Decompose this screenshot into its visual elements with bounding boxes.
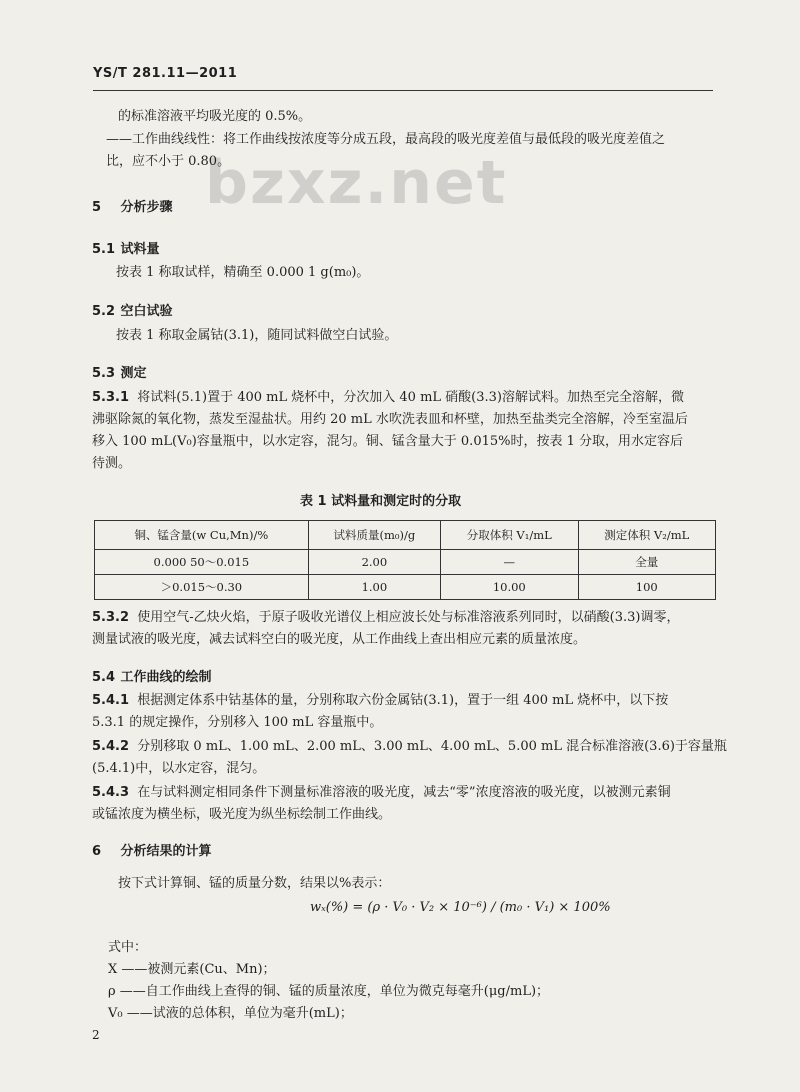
intro-line-1: 的标准溶液平均吸光度的 0.5%。 [118,109,312,124]
section-5-3-2-line-2: 测量试液的吸光度，减去试料空白的吸光度，从工作曲线上查出相应元素的质量浓度。 [92,632,587,647]
section-5-2-text: 按表 1 称取金属钴(3.1)，随同试料做空白试验。 [116,328,398,343]
table-header-cell: 分取体积 V₁/mL [441,521,578,550]
table-row [95,575,716,600]
section-5-4-3-line-1: 5.4.3 在与试料测定相同条件下测量标准溶液的吸光度，减去“零”浓度溶液的吸光度，以被测元素铜 [92,785,671,800]
section-5-4-2-line-1: 5.4.2 分别移取 0 mL、1.00 mL、2.00 mL、3.00 mL、4.00 mL、5.00 mL 混合标准溶液(3.6)于容量瓶 [92,739,727,754]
calculation-formula: wₓ(%) = (ρ · V₀ · V₂ × 10⁻⁶) / (m₀ · V₁) × 100% [310,900,611,915]
intro-line-3: 比，应不小于 0.80。 [106,154,231,169]
table-cell: 100 [578,575,715,600]
section-5-3-1-line-3: 移入 100 mL(V₀)容量瓶中，以水定容，混匀。铜、锰含量大于 0.015%时，按表 1 分取，用水定容后 [92,434,684,449]
definition-rho: ρ ——自工作曲线上查得的铜、锰的质量浓度，单位为微克每毫升(μg/mL)； [108,984,550,999]
section-5-4-3-line-2: 或锰浓度为横坐标，吸光度为纵坐标绘制工作曲线。 [92,807,392,822]
table-caption: 表 1 试料量和测定时的分取 [300,494,462,509]
sample-table [94,520,716,600]
header-rule [93,90,713,91]
table-cell: 0.000 50～0.015 [95,550,309,575]
section-5-1-text: 按表 1 称取试样，精确至 0.000 1 g(m₀)。 [116,265,370,280]
definition-x: X ——被测元素(Cu、Mn)； [108,962,276,977]
section-5-3-2-line-1: 5.3.2 使用空气-乙炔火焰，于原子吸收光谱仪上相应波长处与标准溶液系列同时，以硝酸(3.3)调零， [92,610,680,625]
table-header-cell: 试料质量(m₀)/g [308,521,440,550]
table-header-cell: 铜、锰含量(w Cu,Mn)/% [95,521,309,550]
table-cell: 10.00 [441,575,578,600]
page-number: 2 [92,1028,100,1042]
where-label: 式中： [108,940,148,955]
table-cell: ＞0.015～0.30 [95,575,309,600]
section-5-1-heading: 5.1 试料量 [92,242,160,257]
section-6-heading: 6 分析结果的计算 [92,844,212,859]
section-5-4-1-line-2: 5.3.1 的规定操作，分别移入 100 mL 容量瓶中。 [92,715,383,730]
section-5-2-heading: 5.2 空白试验 [92,304,173,319]
definition-v0: V₀ ——试液的总体积，单位为毫升(mL)； [108,1006,353,1021]
table-header-row [95,521,716,550]
section-5-4-1-line-1: 5.4.1 根据测定体系中钴基体的量，分别称取六份金属钴(3.1)，置于一组 400 mL 烧杯中，以下按 [92,693,669,708]
calculation-intro: 按下式计算铜、锰的质量分数，结果以%表示： [118,876,391,891]
section-5-heading: 5 分析步骤 [92,200,173,215]
section-5-3-1-line-4: 待测。 [92,456,132,471]
table-cell: 全量 [578,550,715,575]
section-5-3-1-line-2: 沸驱除氮的氧化物，蒸发至湿盐状。用约 20 mL 水吹洗表皿和杯壁，加热至盐类完全溶解，冷至室温后 [92,412,688,427]
section-5-3-1-line-1: 5.3.1 将试料(5.1)置于 400 mL 烧杯中，分次加入 40 mL 硝酸(3.3)溶解试料。加热至完全溶解，微 [92,390,684,405]
table-header-cell: 测定体积 V₂/mL [578,521,715,550]
table-cell: — [441,550,578,575]
table-cell: 2.00 [308,550,440,575]
table-cell: 1.00 [308,575,440,600]
standard-header: YS/T 281.11—2011 [93,66,238,81]
section-5-4-2-line-2: (5.4.1)中，以水定容，混匀。 [92,761,266,776]
section-5-3-heading: 5.3 测定 [92,366,147,381]
table-row [95,550,716,575]
intro-line-2: ——工作曲线线性：将工作曲线按浓度等分成五段，最高段的吸光度差值与最低段的吸光度差值之 [106,132,666,147]
section-5-4-heading: 5.4 工作曲线的绘制 [92,670,212,685]
watermark: bzxz.net [205,148,508,218]
